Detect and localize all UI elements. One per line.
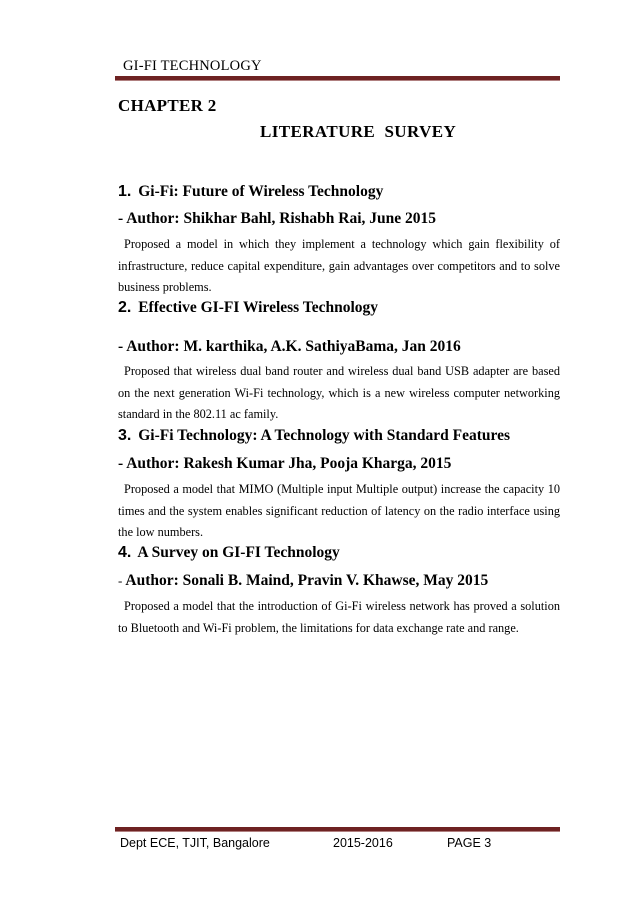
- author-prefix: -: [118, 210, 124, 227]
- entry-description: Proposed that wireless dual band router and wireless dual band USB adapter are based on the next generation Wi-Fi technology, which is a new wireless computer networking standard in the 802.11 ac family.: [118, 364, 560, 421]
- entry-author: [118, 338, 461, 356]
- footer-year: 2015-2016: [333, 836, 393, 850]
- chapter-label: CHAPTER 2: [118, 96, 217, 115]
- entry-title: [118, 299, 378, 317]
- footer-rule: [115, 827, 560, 832]
- entry-title-text: Gi-Fi Technology: A Technology with Standard Features: [138, 427, 510, 444]
- section-title: LITERATURE SURVEY: [260, 122, 457, 141]
- entry-author: [118, 210, 436, 228]
- footer-department: Dept ECE, TJIT, Bangalore: [120, 836, 270, 850]
- entry-description: Proposed a model that MIMO (Multiple input Multiple output) increase the capacity 10 times and the system enables significant reduction of latency on the radio interface using the low numbers.: [118, 482, 560, 539]
- footer-page-number: PAGE 3: [447, 836, 492, 850]
- entry-title-text: Effective GI-FI Wireless Technology: [138, 299, 379, 316]
- author-prefix: -: [118, 573, 123, 588]
- author-text: Author: M. karthika, A.K. SathiyaBama, Jan 2016: [126, 338, 461, 355]
- entry-description: Proposed a model in which they implement a technology which gain flexibility of infrastructure, reduce capital expenditure, gain advantages over competitors and to solve business problems.: [118, 237, 560, 294]
- entry-number: 1.: [118, 183, 132, 200]
- entry-author: [118, 572, 488, 590]
- author-prefix: -: [118, 338, 124, 355]
- running-header: GI-FI TECHNOLOGY: [123, 58, 262, 74]
- entry-number: 4.: [118, 544, 132, 561]
- entry-title: [118, 427, 510, 445]
- author-prefix: -: [118, 455, 124, 472]
- entry-number: 2.: [118, 299, 132, 316]
- entry-title: [118, 183, 383, 201]
- entry-description: Proposed a model that the introduction of Gi-Fi wireless network has proved a solution to Bluetooth and Wi-Fi problem, the limitations for data exchange rate and range.: [118, 599, 560, 635]
- entry-number: 3.: [118, 427, 132, 444]
- entry-title: [118, 544, 340, 562]
- author-text: Author: Sonali B. Maind, Pravin V. Khawse, May 2015: [125, 572, 489, 589]
- entry-author: [118, 455, 451, 473]
- entry-title-text: Gi-Fi: Future of Wireless Technology: [138, 183, 384, 200]
- entry-title-text: A Survey on GI-FI Technology: [137, 544, 340, 561]
- author-text: Author: Rakesh Kumar Jha, Pooja Kharga, 2015: [126, 455, 452, 472]
- header-rule: [115, 76, 560, 81]
- author-text: Author: Shikhar Bahl, Rishabh Rai, June 2015: [126, 210, 437, 227]
